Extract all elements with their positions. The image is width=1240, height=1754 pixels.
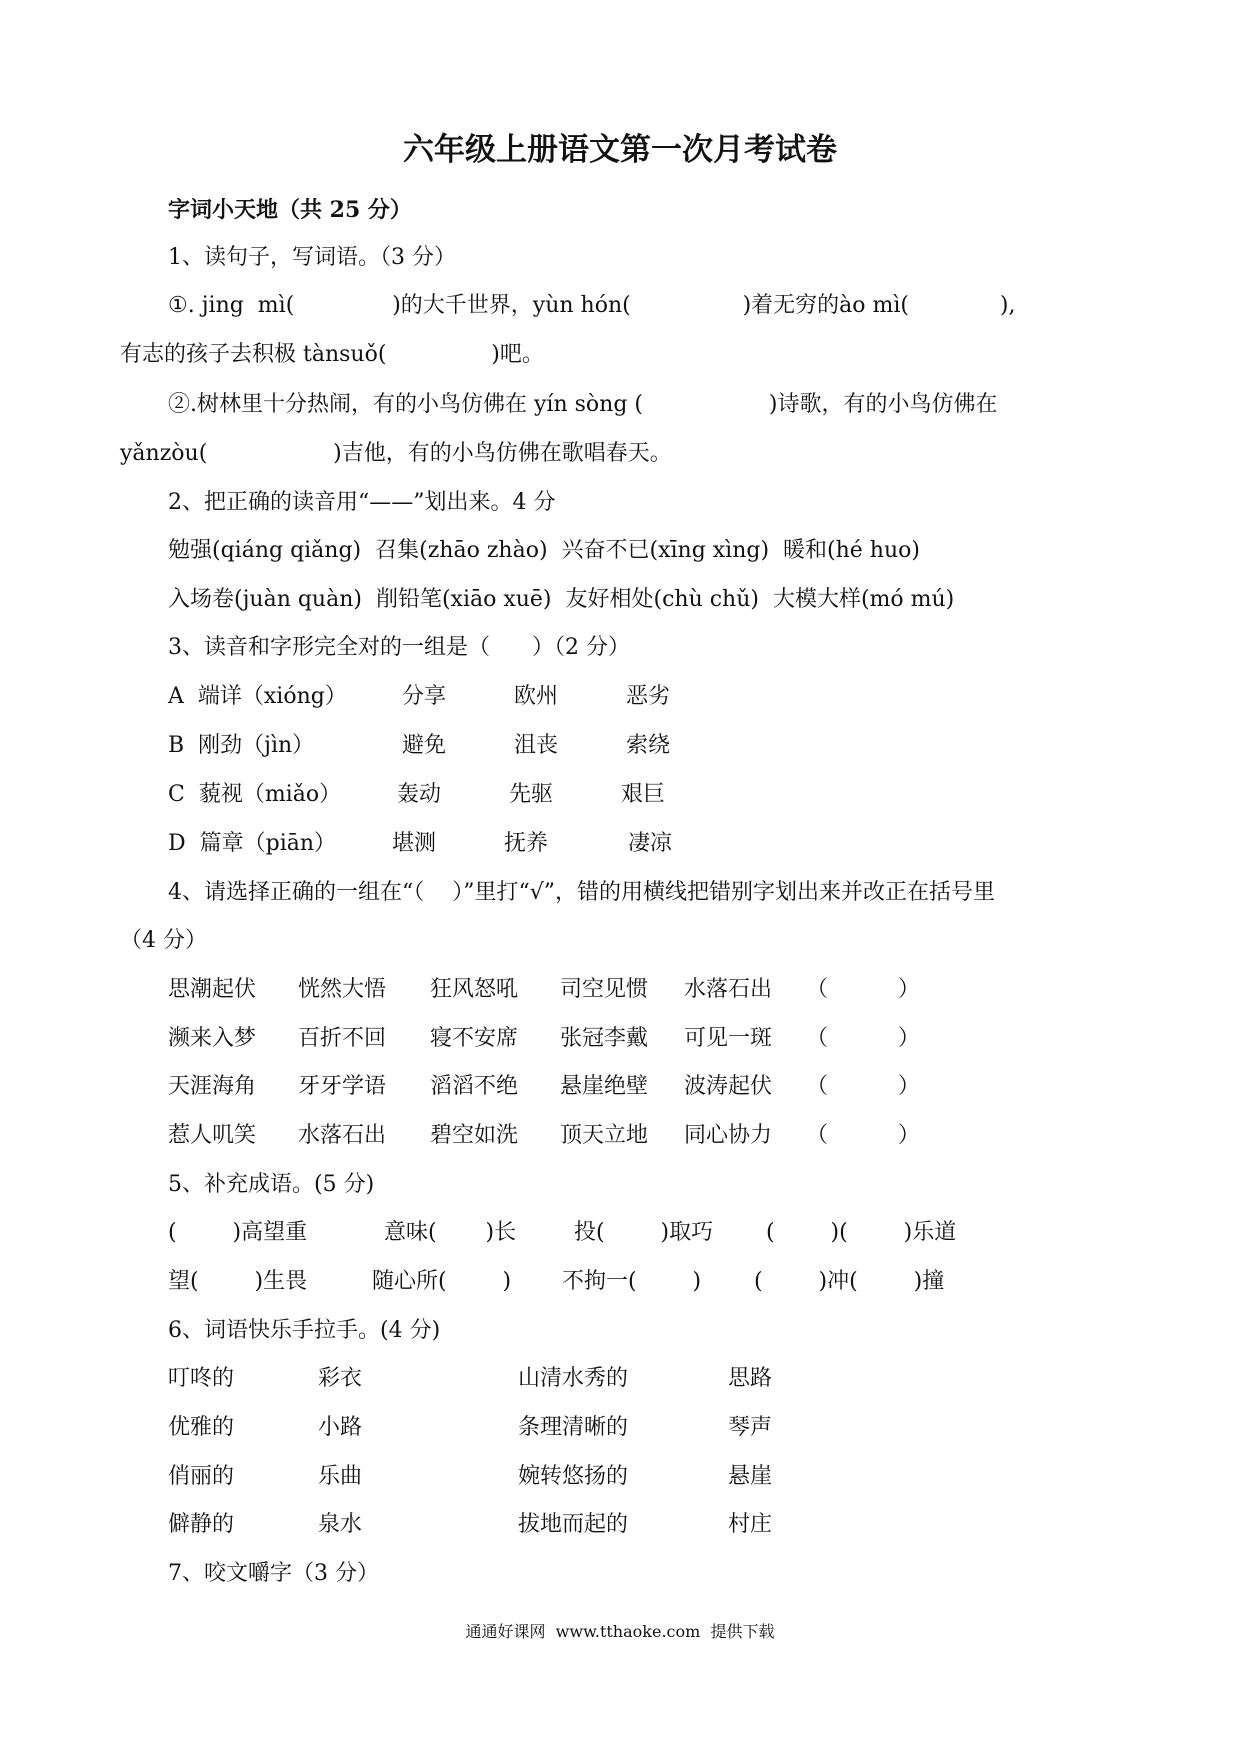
q3-word: 轰动 xyxy=(397,782,442,807)
q4-word: 张冠李戴 xyxy=(560,1026,649,1051)
q6-word: 乐曲 xyxy=(318,1464,363,1489)
q6-heading: 6、词语快乐手拉手。(4 分) xyxy=(168,1318,441,1343)
q3-option-b: B 刚劲（jìn） xyxy=(168,733,315,758)
q5-idiom: 意味( )长 xyxy=(384,1220,517,1245)
q3-option-a: A 端详（xióng） xyxy=(168,684,347,709)
q4-word: 水落石出 xyxy=(684,977,773,1002)
q6-word: 泉水 xyxy=(318,1512,363,1537)
q4-word: 可见一斑 xyxy=(684,1026,773,1051)
q6-word: 优雅的 xyxy=(168,1415,235,1440)
q6-word: 彩衣 xyxy=(318,1366,363,1391)
q4-word: 水落石出 xyxy=(298,1123,387,1148)
section-heading: 字词小天地（共 25 分） xyxy=(168,197,412,223)
q7-heading: 7、咬文嚼字（3 分） xyxy=(168,1561,379,1586)
q4-word: 顶天立地 xyxy=(560,1123,649,1148)
q3-word: 抚养 xyxy=(504,831,549,856)
q6-word: 拔地而起的 xyxy=(518,1512,629,1537)
q4-answer-bracket: （ ） xyxy=(806,1123,920,1148)
q1-line-4: yǎnzòu( )吉他，有的小鸟仿佛在歌唱春天。 xyxy=(120,441,672,466)
q4-word: 百折不回 xyxy=(298,1026,387,1051)
footer-download-note: 通通好课网 www.tthaoke.com 提供下载 xyxy=(465,1622,775,1641)
q2-line-1: 勉强(qiáng qiǎng) 召集(zhāo zhào) 兴奋不已(xīng xìng) 暖和(hé huo) xyxy=(168,538,920,563)
q6-word: 条理清晰的 xyxy=(518,1415,629,1440)
q5-idiom: 投( )取巧 xyxy=(574,1220,714,1245)
q4-word: 司空见惯 xyxy=(560,977,649,1002)
q5-idiom: ( )高望重 xyxy=(168,1220,308,1245)
q6-word: 僻静的 xyxy=(168,1512,235,1537)
q4-word: 思潮起伏 xyxy=(168,977,257,1002)
q4-word: 狂风怒吼 xyxy=(430,977,519,1002)
q6-word: 婉转悠扬的 xyxy=(518,1464,629,1489)
q4-heading-cont: （4 分） xyxy=(120,928,207,953)
q5-idiom: ( )( )乐道 xyxy=(766,1220,957,1245)
q4-word: 波涛起伏 xyxy=(684,1074,773,1099)
q6-word: 琴声 xyxy=(728,1415,773,1440)
q6-word: 思路 xyxy=(728,1366,773,1391)
q3-word: 堪测 xyxy=(392,831,437,856)
q4-word: 恍然大悟 xyxy=(298,977,387,1002)
q3-word: 艰巨 xyxy=(621,782,666,807)
q3-option-c: C 藐视（miǎo） xyxy=(168,782,342,807)
q3-heading: 3、读音和字形完全对的一组是（ ）（2 分） xyxy=(168,635,630,660)
q4-word: 滔滔不绝 xyxy=(430,1074,519,1099)
q4-word: 濒来入梦 xyxy=(168,1026,257,1051)
q4-answer-bracket: （ ） xyxy=(806,1074,920,1099)
q4-word: 天涯海角 xyxy=(168,1074,257,1099)
q6-word: 悬崖 xyxy=(728,1464,773,1489)
q3-word: 先驱 xyxy=(509,782,554,807)
q3-word: 索绕 xyxy=(626,733,671,758)
q4-heading: 4、请选择正确的一组在“（ ）”里打“√”，错的用横线把错别字划出来并改正在括号里 xyxy=(168,880,995,905)
q3-word: 避免 xyxy=(402,733,447,758)
q3-word: 凄凉 xyxy=(628,831,673,856)
q3-word: 沮丧 xyxy=(514,733,559,758)
page-title: 六年级上册语文第一次月考试卷 xyxy=(403,132,837,168)
q1-line-1: ①. jing mì( )的大千世界，yùn hón( )着无穷的ào mì( ), xyxy=(168,293,1016,318)
q6-word: 村庄 xyxy=(728,1512,773,1537)
q5-idiom: ( )冲( )撞 xyxy=(754,1269,945,1294)
q6-word: 小路 xyxy=(318,1415,363,1440)
q3-option-d: D 篇章（piān） xyxy=(168,831,337,856)
q4-word: 悬崖绝壁 xyxy=(560,1074,649,1099)
q5-idiom: 随心所( ) xyxy=(372,1269,512,1294)
q3-word: 分享 xyxy=(402,684,447,709)
q1-heading: 1、读句子，写词语。（3 分） xyxy=(168,245,456,270)
q5-idiom: 不拘一( ) xyxy=(562,1269,702,1294)
q4-word: 惹人叽笑 xyxy=(168,1123,257,1148)
q5-idiom: 望( )生畏 xyxy=(168,1269,308,1294)
q6-word: 叮咚的 xyxy=(168,1366,235,1391)
q6-word: 俏丽的 xyxy=(168,1464,235,1489)
q4-word: 寝不安席 xyxy=(430,1026,519,1051)
q4-word: 碧空如洗 xyxy=(430,1123,519,1148)
q5-heading: 5、补充成语。(5 分) xyxy=(168,1172,375,1197)
q4-answer-bracket: （ ） xyxy=(806,1026,920,1051)
q3-word: 恶劣 xyxy=(626,684,671,709)
q4-word: 牙牙学语 xyxy=(298,1074,387,1099)
q4-word: 同心协力 xyxy=(684,1123,773,1148)
q1-line-3: ②.树林里十分热闹，有的小鸟仿佛在 yín sòng ( )诗歌，有的小鸟仿佛在 xyxy=(168,392,998,417)
q6-word: 山清水秀的 xyxy=(518,1366,629,1391)
q2-heading: 2、把正确的读音用“——”划出来。4 分 xyxy=(168,490,556,515)
q4-answer-bracket: （ ） xyxy=(806,977,920,1002)
q1-line-2: 有志的孩子去积极 tànsuǒ( )吧。 xyxy=(120,342,544,367)
q2-line-2: 入场卷(juàn quàn) 削铅笔(xiāo xuē) 友好相处(chù chǔ) 大模大样(mó mú) xyxy=(168,587,955,612)
q3-word: 欧州 xyxy=(514,684,559,709)
